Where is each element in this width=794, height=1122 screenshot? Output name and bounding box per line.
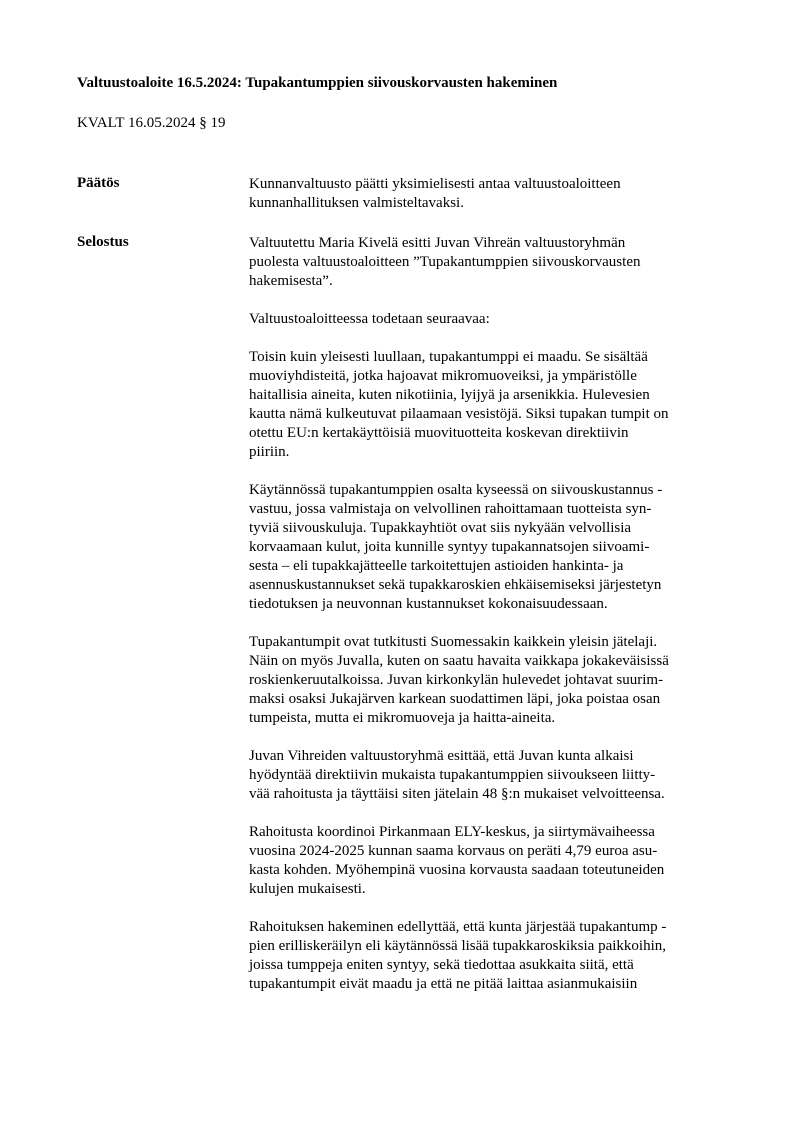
paragraph bbox=[249, 310, 739, 329]
section-label-paatos: Päätös bbox=[77, 175, 120, 191]
text-line: hakemisesta”. bbox=[249, 273, 333, 289]
text-line: maksi osaksi Jukajärven karkean suodattimen läpi, joka poistaa osan bbox=[249, 691, 661, 707]
document-title: Valtuustoaloite 16.5.2024: Tupakantumppien siivouskorvausten hakeminen bbox=[77, 75, 558, 91]
text-line: Juvan Vihreiden valtuustoryhmä esittää, että Juvan kunta alkaisi bbox=[249, 748, 634, 764]
section-label-selostus: Selostus bbox=[77, 234, 129, 250]
text-line: Valtuustoaloitteessa todetaan seuraavaa: bbox=[249, 311, 490, 327]
text-line: Toisin kuin yleisesti luullaan, tupakantumppi ei maadu. Se sisältää bbox=[249, 349, 648, 365]
text-line: kasta kohden. Myöhempinä vuosina korvausta saadaan toteutuneiden bbox=[249, 862, 665, 878]
text-line: piiriin. bbox=[249, 444, 290, 460]
text-line: kulujen mukaisesti. bbox=[249, 881, 366, 897]
text-line: joissa tumppeja eniten syntyy, sekä tiedottaa asukkaita siitä, että bbox=[249, 957, 634, 973]
text-line: asennuskustannukset sekä tupakkaroskien ehkäisemiseksi järjestetyn bbox=[249, 577, 662, 593]
meeting-reference: KVALT 16.05.2024 § 19 bbox=[77, 115, 226, 131]
text-line: puolesta valtuustoaloitteen ”Tupakantumppien siivouskorvausten bbox=[249, 254, 641, 270]
text-line: vää rahoitusta ja täyttäisi siten jätelain 48 §:n mukaiset velvoitteensa. bbox=[249, 786, 665, 802]
text-line: vastuu, jossa valmistaja on velvollinen rahoittamaan tuotteista syn- bbox=[249, 501, 652, 517]
paragraph bbox=[249, 348, 739, 462]
paragraph bbox=[249, 481, 739, 614]
text-line: tiedotuksen ja neuvonnan kustannukset kokonaisuudessaan. bbox=[249, 596, 608, 612]
text-line: kunnanhallituksen valmisteltavaksi. bbox=[249, 195, 464, 211]
text-line: muoviyhdisteitä, jotka hajoavat mikromuoveiksi, ja ympäristölle bbox=[249, 368, 637, 384]
text-line: korvaamaan kulut, joita kunnille syntyy tupakannatsojen siivoami- bbox=[249, 539, 650, 555]
text-line: kautta nämä kulkeutuvat pilaamaan vesistöjä. Siksi tupakan tumpit on bbox=[249, 406, 669, 422]
text-line: tumpeista, mutta ei mikromuoveja ja haitta-aineita. bbox=[249, 710, 556, 726]
text-line: Rahoitusta koordinoi Pirkanmaan ELY-keskus, ja siirtymävaiheessa bbox=[249, 824, 655, 840]
text-line: Näin on myös Juvalla, kuten on saatu havaita vaikkapa jokakeväisissä bbox=[249, 653, 669, 669]
text-line: otettu EU:n kertakäyttöisiä muovituotteita koskevan direktiivin bbox=[249, 425, 629, 441]
text-line: sesta – eli tupakkajätteelle tarkoitettujen astioiden hankinta- ja bbox=[249, 558, 624, 574]
section-body-paatos bbox=[249, 175, 739, 213]
text-line: Kunnanvaltuusto päätti yksimielisesti antaa valtuustoaloitteen bbox=[249, 176, 621, 192]
text-line: roskienkeruutalkoissa. Juvan kirkonkylän hulevedet johtavat suurim- bbox=[249, 672, 664, 688]
text-line: tyviä siivouskuluja. Tupakkayhtiöt ovat siis nykyään velvollisia bbox=[249, 520, 632, 536]
paragraph bbox=[249, 747, 739, 804]
section-body-selostus bbox=[249, 234, 739, 994]
paragraph bbox=[249, 918, 739, 994]
paragraph bbox=[249, 633, 739, 728]
text-line: vuosina 2024-2025 kunnan saama korvaus on peräti 4,79 euroa asu- bbox=[249, 843, 658, 859]
text-line: pien erilliskeräilyn eli käytännössä lisää tupakkaroskiksia paikkoihin, bbox=[249, 938, 666, 954]
paragraph bbox=[249, 175, 739, 213]
text-line: Valtuutettu Maria Kivelä esitti Juvan Vihreän valtuustoryhmän bbox=[249, 235, 626, 251]
text-line: hyödyntää direktiivin mukaista tupakantumppien siivoukseen liitty- bbox=[249, 767, 656, 783]
text-line: haitallisia aineita, kuten nikotiinia, lyijyä ja arsenikkia. Hulevesien bbox=[249, 387, 650, 403]
text-line: Tupakantumpit ovat tutkitusti Suomessakin kaikkein yleisin jätelaji. bbox=[249, 634, 658, 650]
text-line: Rahoituksen hakeminen edellyttää, että kunta järjestää tupakantump - bbox=[249, 919, 667, 935]
paragraph bbox=[249, 823, 739, 899]
text-line: Käytännössä tupakantumppien osalta kyseessä on siivouskustannus - bbox=[249, 482, 663, 498]
paragraph bbox=[249, 234, 739, 291]
text-line: tupakantumpit eivät maadu ja että ne pitää laittaa asianmukaisiin bbox=[249, 976, 638, 992]
